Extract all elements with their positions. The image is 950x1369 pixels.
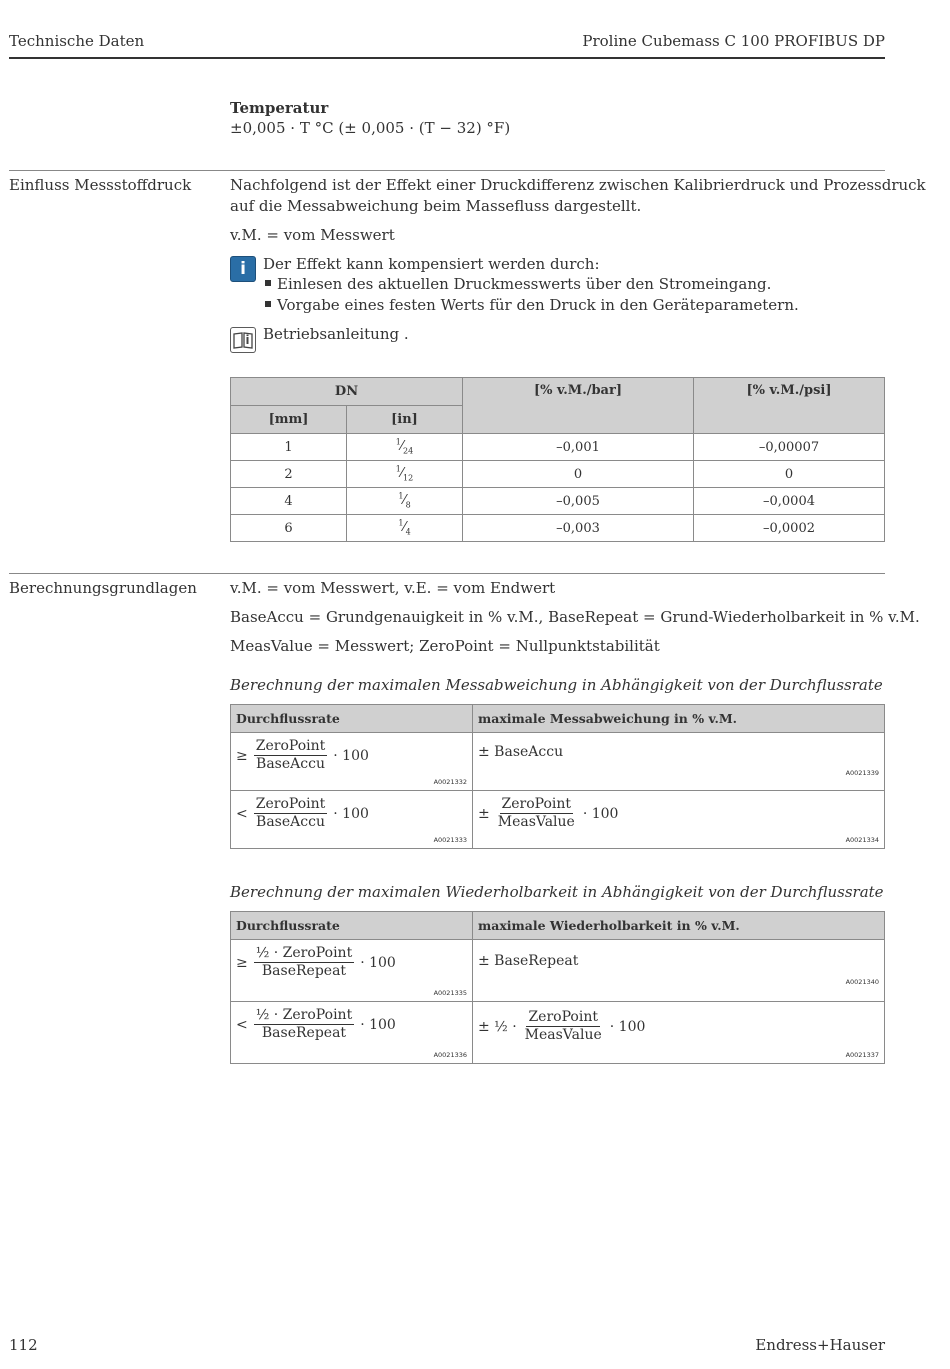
col-bar: [% v.M./bar] bbox=[463, 378, 694, 434]
temperatur-title: Temperatur bbox=[230, 99, 329, 117]
result-multiplier: · 100 bbox=[609, 1018, 646, 1035]
result-cell bbox=[473, 733, 885, 791]
section-divider bbox=[9, 170, 885, 171]
note-item-1-text: Einlesen des aktuellen Druckmesswerts über den Stromeingang. bbox=[277, 275, 772, 293]
page-number: 112 bbox=[9, 1336, 38, 1354]
accuracy-table bbox=[230, 704, 885, 849]
bullet-icon bbox=[265, 280, 271, 286]
table-row bbox=[231, 461, 885, 488]
footer-brand: Endress+Hauser bbox=[755, 1336, 885, 1354]
manual-book-icon bbox=[230, 327, 256, 353]
table-row bbox=[231, 515, 885, 542]
figure-code: A0021334 bbox=[845, 836, 879, 844]
col-psi: [% v.M./psi] bbox=[694, 378, 885, 434]
formula-sign: ≥ bbox=[236, 954, 248, 971]
note-item-2 bbox=[265, 295, 799, 315]
berechnung-line2: BaseAccu = Grundgenauigkeit in % v.M., BaseRepeat = Grund-Wiederholbarkeit in % v.M. bbox=[230, 608, 920, 626]
result-cell bbox=[473, 791, 885, 849]
formula-cell bbox=[231, 733, 473, 791]
cell-in: $^1⁄_4$ bbox=[347, 515, 463, 542]
cell-in: $^1⁄_8$ bbox=[347, 488, 463, 515]
figure-code: A0021333 bbox=[433, 836, 467, 844]
formula-fraction: $\frac{\text{½ · ZeroPoint}}{\text{BaseRepeat}}$ bbox=[255, 945, 353, 979]
accuracy-caption: Berechnung der maximalen Messabweichung in Abhängigkeit von der Durchflussrate bbox=[230, 676, 883, 694]
figure-code: A0021336 bbox=[433, 1051, 467, 1059]
bullet-icon bbox=[265, 301, 271, 307]
col-durchflussrate: Durchflussrate bbox=[231, 705, 473, 733]
header-section-title: Technische Daten bbox=[9, 32, 145, 50]
col-max-messabweichung: maximale Messabweichung in % v.M. bbox=[473, 705, 885, 733]
einfluss-intro-line2: auf die Messabweichung beim Massefluss dargestellt. bbox=[230, 197, 642, 215]
table-row bbox=[231, 940, 885, 1002]
formula-multiplier: · 100 bbox=[333, 805, 369, 822]
cell-psi: –0,0004 bbox=[694, 488, 885, 515]
col-dn: DN bbox=[231, 378, 463, 406]
cell-psi: –0,0002 bbox=[694, 515, 885, 542]
note-item-2-text: Vorgabe eines festen Werts für den Druck in den Geräteparametern. bbox=[277, 296, 799, 314]
cell-psi: –0,00007 bbox=[694, 434, 885, 461]
note-item-1 bbox=[265, 274, 771, 294]
result-sign: ± ½ · bbox=[478, 1018, 517, 1035]
manual-reference: Betriebsanleitung . bbox=[263, 325, 409, 343]
result-text: ± BaseAccu bbox=[478, 744, 564, 760]
einfluss-vm: v.M. = vom Messwert bbox=[230, 226, 395, 244]
table-row bbox=[231, 488, 885, 515]
formula-fraction: $\frac{\text{ZeroPoint}}{\text{BaseAccu}}$ bbox=[255, 738, 326, 772]
header-divider bbox=[9, 57, 885, 59]
result-multiplier: · 100 bbox=[582, 805, 619, 822]
einfluss-intro-line1: Nachfolgend ist der Effekt einer Druckdifferenz zwischen Kalibrierdruck und Prozessdruck bbox=[230, 176, 926, 194]
repeat-caption: Berechnung der maximalen Wiederholbarkeit in Abhängigkeit von der Durchflussrate bbox=[230, 883, 884, 901]
figure-code: A0021335 bbox=[433, 989, 467, 997]
formula-multiplier: · 100 bbox=[360, 954, 396, 971]
cell-bar: –0,001 bbox=[463, 434, 694, 461]
berechnung-line1: v.M. = vom Messwert, v.E. = vom Endwert bbox=[230, 579, 556, 597]
pressure-effect-table bbox=[230, 377, 885, 542]
repeat-table bbox=[230, 911, 885, 1064]
note-title: Der Effekt kann kompensiert werden durch: bbox=[263, 255, 600, 273]
formula-cell bbox=[231, 791, 473, 849]
cell-mm: 6 bbox=[231, 515, 347, 542]
formula-fraction: $\frac{\text{½ · ZeroPoint}}{\text{BaseRepeat}}$ bbox=[255, 1007, 353, 1041]
result-cell bbox=[473, 1002, 885, 1064]
cell-mm: 2 bbox=[231, 461, 347, 488]
cell-in: $^1⁄_{12}$ bbox=[347, 461, 463, 488]
figure-code: A0021337 bbox=[845, 1051, 879, 1059]
figure-code: A0021340 bbox=[845, 978, 879, 986]
cell-mm: 1 bbox=[231, 434, 347, 461]
result-cell bbox=[473, 940, 885, 1002]
temperatur-formula: ±0,005 · T °C (± 0,005 · (T − 32) °F) bbox=[230, 119, 511, 137]
formula-multiplier: · 100 bbox=[333, 747, 369, 764]
table-row bbox=[231, 733, 885, 791]
figure-code: A0021339 bbox=[845, 769, 879, 777]
col-mm: [mm] bbox=[231, 406, 347, 434]
result-sign: ± bbox=[478, 805, 490, 822]
formula-cell bbox=[231, 940, 473, 1002]
cell-mm: 4 bbox=[231, 488, 347, 515]
cell-bar: 0 bbox=[463, 461, 694, 488]
col-max-wiederholbarkeit: maximale Wiederholbarkeit in % v.M. bbox=[473, 912, 885, 940]
result-fraction: $\frac{\text{ZeroPoint}}{\text{MeasValue}}$ bbox=[497, 796, 575, 830]
einfluss-label: Einfluss Messstoffdruck bbox=[9, 176, 192, 194]
cell-in: $^1⁄_{24}$ bbox=[347, 434, 463, 461]
result-fraction: $\frac{\text{ZeroPoint}}{\text{MeasValue}}$ bbox=[524, 1009, 602, 1043]
cell-psi: 0 bbox=[694, 461, 885, 488]
info-icon: i bbox=[230, 256, 256, 282]
formula-cell bbox=[231, 1002, 473, 1064]
formula-sign: < bbox=[236, 805, 248, 822]
table-row bbox=[231, 1002, 885, 1064]
col-in: [in] bbox=[347, 406, 463, 434]
cell-bar: –0,005 bbox=[463, 488, 694, 515]
formula-fraction: $\frac{\text{ZeroPoint}}{\text{BaseAccu}}$ bbox=[255, 796, 326, 830]
formula-multiplier: · 100 bbox=[360, 1016, 396, 1033]
berechnung-label: Berechnungsgrundlagen bbox=[9, 579, 197, 597]
table-row bbox=[231, 791, 885, 849]
col-durchflussrate: Durchflussrate bbox=[231, 912, 473, 940]
figure-code: A0021332 bbox=[433, 778, 467, 786]
table-row bbox=[231, 434, 885, 461]
header-product-title: Proline Cubemass C 100 PROFIBUS DP bbox=[582, 32, 885, 50]
berechnung-line3: MeasValue = Messwert; ZeroPoint = Nullpunktstabilität bbox=[230, 637, 660, 655]
formula-sign: < bbox=[236, 1016, 248, 1033]
section-divider bbox=[9, 573, 885, 574]
result-text: ± BaseRepeat bbox=[478, 953, 579, 969]
formula-sign: ≥ bbox=[236, 747, 248, 764]
cell-bar: –0,003 bbox=[463, 515, 694, 542]
